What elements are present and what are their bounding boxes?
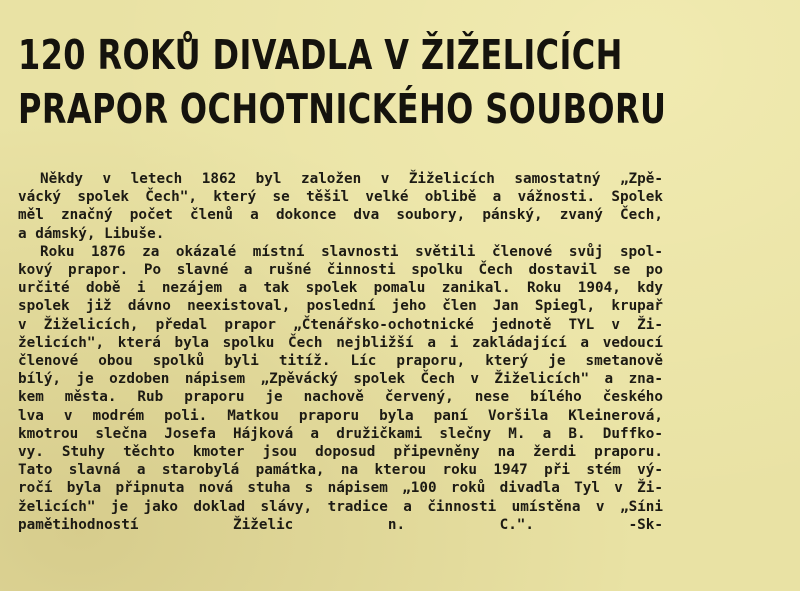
text-line: Někdy v letech 1862 byl založen v Žiželicích samostatný „Zpě- [40, 171, 663, 187]
text-line: určité době i nezájem a tak spolek pomalu zanikal. Roku 1904, kdy [18, 280, 663, 297]
text-line: kem města. Rub praporu je nachově červený, nese bílého českého [18, 389, 663, 406]
text-line: vácký spolek Čech", který se těšil velké oblibě a vážnosti. Spolek [18, 189, 663, 206]
text-line: lva v modrém poli. Matkou praporu byla paní Voršila Kleinerová, [18, 407, 663, 424]
text-line: Tato slavná a starobylá památka, na kterou roku 1947 při stém vý- [18, 462, 663, 479]
paragraph-1 [18, 170, 663, 243]
text-line: měl značný počet členů a dokonce dva soubory, pánský, zvaný Čech, [18, 207, 663, 224]
text-line: kmotrou slečna Josefa Hájková a družičkami slečny M. a B. Duffko- [18, 425, 663, 442]
text-line: želicích", která byla spolku Čech nejbližší a i zakládající a vedoucí [18, 334, 663, 351]
text-line: kový prapor. Po slavné a rušné činnosti spolku Čech dostavil se po [18, 262, 663, 279]
headline-line-1: 120 ROKŮ DIVADLA V ŽIŽELICÍCH [18, 31, 623, 79]
author-signature: -Sk- [628, 516, 663, 533]
text-line: členové obou spolků byli titíž. Líc praporu, který je smetanově [18, 353, 663, 370]
text-line: v Žiželicích, předal prapor „Čtenářsko-ochotnické jednotě TYL v Ži- [18, 316, 663, 333]
paragraph-2 [18, 243, 663, 534]
article-body [18, 170, 663, 534]
article-headline [18, 28, 667, 136]
closing-text: pamětihodností Žiželic n. C.". [18, 516, 535, 533]
text-line: spolek již dávno neexistoval, poslední jeho člen Jan Spiegl, krupař [18, 298, 663, 315]
text-line: ročí byla připnuta nová stuha s nápisem „100 roků divadla Tyl v Ži- [18, 480, 663, 497]
closing-line [18, 516, 663, 534]
text-line: a dámský, Libuše. [18, 225, 165, 242]
headline-line-2: PRAPOR OCHOTNICKÉHO SOUBORU [18, 85, 667, 133]
text-line: vy. Stuhy těchto kmoter jsou doposud připevněny na žerdi praporu. [18, 444, 663, 461]
text-line: bílý, je ozdoben nápisem „Zpěvácký spolek Čech v Žiželicích" a zna- [18, 371, 663, 388]
text-line: želicích" je jako doklad slávy, tradice a činnosti umístěna v „Síni [18, 498, 663, 515]
text-line: Roku 1876 za okázalé místní slavnosti světili členové svůj spol- [40, 243, 663, 260]
